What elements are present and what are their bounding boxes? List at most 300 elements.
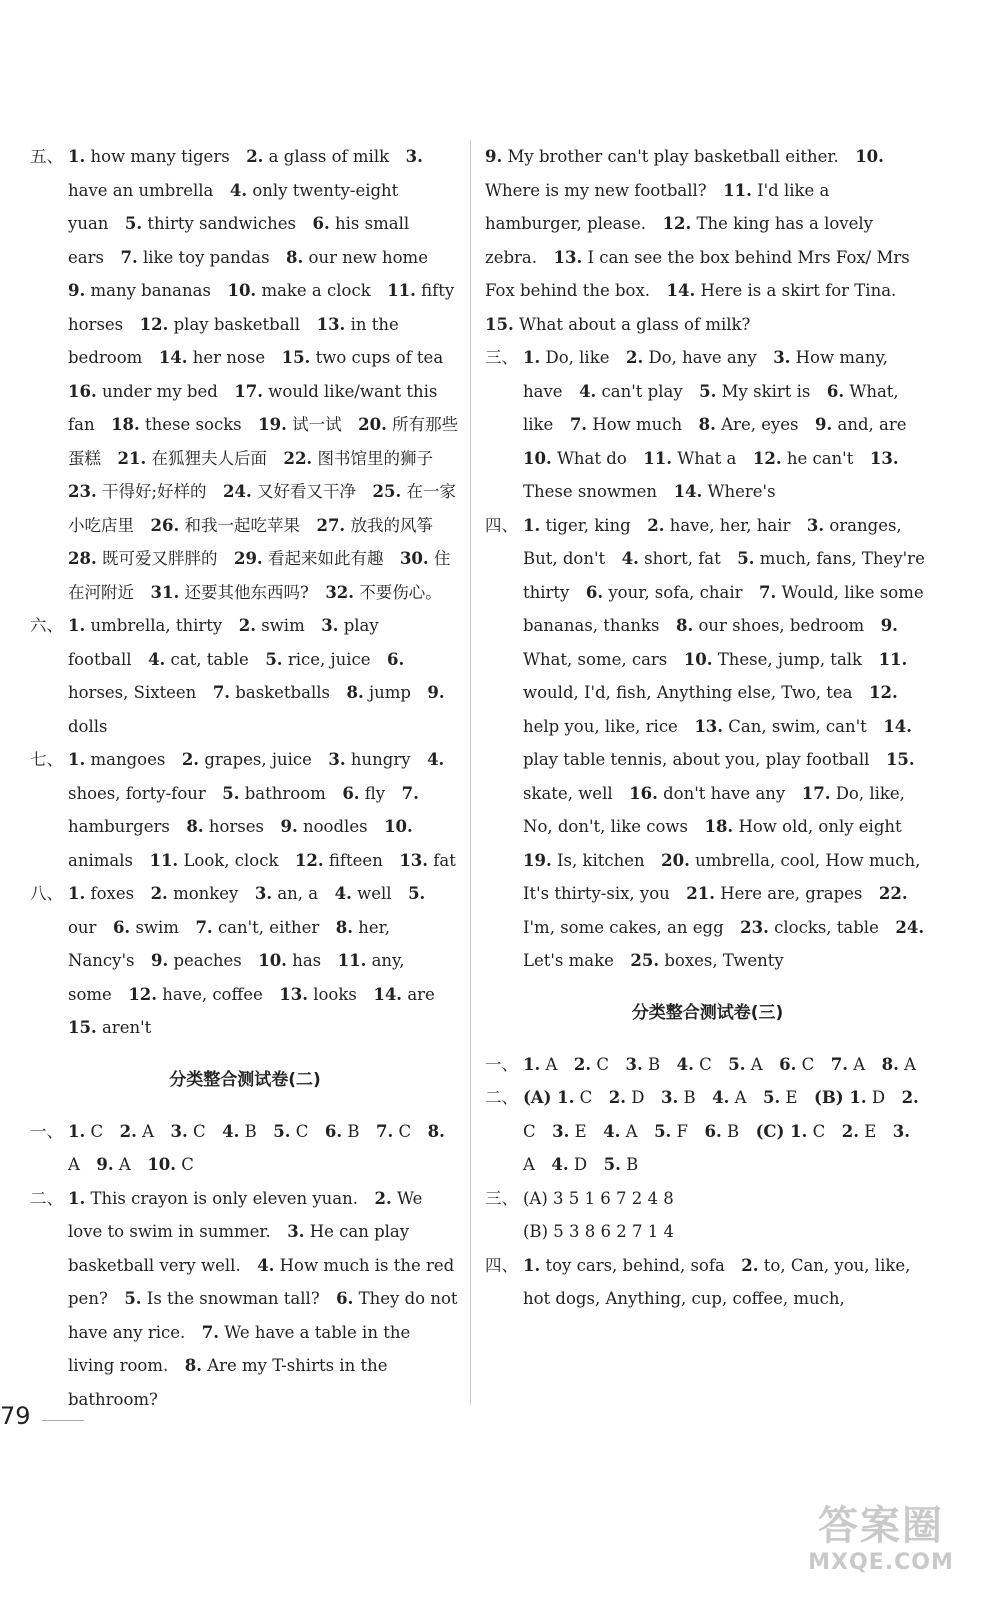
- item-answer: 和我一起吃苹果: [184, 515, 300, 535]
- item-answer: 还要其他东西吗?: [184, 582, 309, 602]
- item-answer: peaches: [173, 951, 242, 970]
- item-answer: only twenty-eight yuan: [68, 180, 399, 233]
- item-answer: has: [292, 951, 322, 970]
- item-number: 1.: [523, 348, 541, 367]
- item-number: 10.: [384, 817, 413, 836]
- item-number: 2.: [150, 884, 168, 903]
- item-number: 3.: [328, 750, 346, 769]
- test2-section-1: [30, 1115, 460, 1182]
- item-number: 15.: [485, 314, 514, 334]
- item-number: 6.: [387, 649, 405, 669]
- item-number: 4.: [551, 1155, 569, 1174]
- item-answer: B: [347, 1121, 360, 1141]
- item-answer: 干得好;好样的: [101, 482, 207, 501]
- item-number: 28.: [68, 549, 97, 568]
- item-answer: My skirt is: [721, 381, 811, 401]
- item-number: 1.: [68, 147, 86, 166]
- test3-section-1: [485, 1048, 930, 1082]
- item-answer: shoes, forty-four: [68, 783, 206, 803]
- watermark-text: 答案圈: [818, 1503, 944, 1549]
- item-answer: his small ears: [68, 214, 410, 267]
- test-heading-2: 分类整合测试卷(二): [169, 1069, 321, 1090]
- item-number: 7.: [212, 683, 231, 702]
- item-answer: under my bed: [101, 381, 218, 401]
- item-number: 1.: [68, 1188, 86, 1208]
- section-label: 一、: [485, 1054, 518, 1074]
- item-answer: an, a: [277, 884, 319, 903]
- item-number: 3.: [806, 515, 825, 535]
- item-answer: These, jump, talk: [717, 649, 863, 669]
- item-number: 7.: [830, 1054, 848, 1074]
- item-answer: E: [785, 1088, 798, 1107]
- item-answer: A: [118, 1155, 131, 1174]
- item-number: 20.: [358, 415, 387, 434]
- item-number: (C) 1.: [755, 1121, 808, 1141]
- item-answer: A: [142, 1121, 155, 1141]
- item-number: 26.: [150, 515, 180, 535]
- item-answer: fat: [433, 850, 456, 870]
- item-number: 17.: [801, 783, 831, 803]
- item-number: 7.: [569, 415, 588, 434]
- section-label: 三、: [485, 1188, 518, 1208]
- item-answer: foxes: [90, 884, 135, 903]
- test2-section-2: [30, 1182, 460, 1417]
- section-label: 七、: [30, 750, 63, 769]
- section-label: 五、: [30, 147, 63, 166]
- item-number: 9.: [68, 281, 86, 300]
- item-number: 12.: [128, 984, 158, 1004]
- item-number: 8.: [346, 683, 364, 702]
- column-divider: [470, 140, 471, 1405]
- item-number: 9.: [150, 951, 169, 970]
- item-answer: much, fans, They're thirty: [523, 549, 925, 602]
- item-number: 2.: [181, 750, 200, 769]
- item-number: 2.: [573, 1054, 592, 1074]
- item-answer: A: [68, 1155, 80, 1174]
- item-number: 3.: [625, 1054, 643, 1074]
- item-number: 7.: [375, 1121, 394, 1141]
- item-number: 9.: [96, 1155, 114, 1174]
- item-number: 24.: [895, 917, 925, 937]
- item-answer: our new home: [308, 247, 428, 267]
- item-answer: How many, have: [523, 348, 888, 401]
- item-number: 14.: [373, 984, 403, 1004]
- item-answer: What do: [556, 448, 627, 468]
- item-answer: don't have any: [663, 783, 786, 803]
- sequence-line: (A) 3 5 1 6 7 2 4 8: [523, 1188, 674, 1208]
- item-answer: I'd like a hamburger, please.: [485, 180, 830, 233]
- item-number: 3.: [405, 147, 423, 166]
- item-answer: 看起来如此有趣: [267, 549, 384, 568]
- item-number: 13.: [399, 850, 429, 870]
- item-answer: our: [68, 917, 97, 937]
- item-number: 4.: [579, 381, 597, 401]
- item-answer: We have a table in the living room.: [68, 1322, 411, 1375]
- section-5: [30, 140, 460, 609]
- item-number: 18.: [704, 817, 734, 836]
- item-number: 23.: [740, 917, 769, 937]
- item-answer: My brother can't play basketball either.: [507, 147, 839, 166]
- item-answer: noodles: [303, 817, 368, 836]
- item-number: 2.: [625, 348, 644, 367]
- item-number: 2.: [246, 147, 264, 166]
- item-number: 27.: [316, 515, 346, 535]
- item-number: 9.: [427, 683, 445, 702]
- item-number: 5.: [124, 1289, 142, 1308]
- item-answer: clocks, table: [774, 917, 879, 937]
- item-answer: Are, eyes: [721, 415, 799, 434]
- item-answer: would, I'd, fish, Anything else, Two, tea: [523, 683, 853, 702]
- item-answer: fifty horses: [68, 281, 455, 334]
- item-answer: bathroom: [244, 783, 326, 803]
- item-number: 5.: [265, 649, 283, 669]
- item-number: 4.: [222, 1121, 240, 1141]
- item-number: 1.: [68, 616, 86, 635]
- item-answer: D: [631, 1088, 645, 1107]
- item-number: 17.: [234, 381, 264, 401]
- item-answer: Let's make: [523, 951, 614, 970]
- item-answer: umbrella, cool, How much, It's thirty-six, you: [523, 850, 921, 903]
- item-number: 23.: [68, 482, 97, 501]
- item-answer: your, sofa, chair: [608, 582, 743, 602]
- item-number: 6.: [779, 1054, 797, 1074]
- item-answer: her nose: [192, 348, 266, 367]
- item-answer: 不要伤心。: [359, 582, 442, 602]
- item-number: 25.: [630, 951, 660, 970]
- item-number: 5.: [737, 549, 755, 568]
- item-number: 7.: [120, 247, 138, 267]
- item-number: 15.: [68, 1018, 97, 1037]
- item-answer: A: [625, 1121, 638, 1141]
- item-answer: C: [699, 1054, 712, 1074]
- item-number: 8.: [335, 917, 353, 937]
- item-answer: What, some, cars: [523, 649, 668, 669]
- item-number: 2.: [901, 1088, 919, 1107]
- item-number: 11.: [387, 281, 416, 300]
- item-number: 12.: [752, 448, 782, 468]
- section-7: [30, 743, 460, 877]
- item-answer: Look, clock: [183, 850, 279, 870]
- item-number: 1.: [523, 1054, 541, 1074]
- item-answer: Do, like, No, don't, like cows: [523, 783, 905, 836]
- item-answer: How much: [592, 415, 683, 434]
- section-label: 六、: [30, 616, 63, 635]
- item-answer: A: [750, 1054, 763, 1074]
- item-number: 4.: [229, 180, 248, 200]
- section-label: 八、: [30, 884, 63, 903]
- item-number: 10.: [683, 649, 713, 669]
- item-answer: like toy pandas: [142, 247, 270, 267]
- item-answer: What a: [677, 448, 737, 468]
- item-number: 14.: [158, 348, 188, 367]
- item-answer: these socks: [145, 415, 242, 434]
- item-number: 5.: [728, 1054, 746, 1074]
- item-answer: a glass of milk: [268, 147, 390, 166]
- item-answer: fly: [364, 783, 386, 803]
- item-answer: B: [648, 1054, 661, 1074]
- item-answer: boxes, Twenty: [664, 951, 784, 970]
- test3-section-2: [485, 1081, 930, 1182]
- item-number: 10.: [147, 1155, 177, 1174]
- item-answer: how many tigers: [90, 147, 230, 166]
- item-answer: many bananas: [90, 281, 211, 300]
- right-column: [485, 140, 930, 1316]
- item-number: 4.: [603, 1121, 621, 1141]
- item-answer: in the bedroom: [68, 314, 399, 367]
- item-answer: Do, like: [545, 348, 610, 367]
- item-number: 10.: [855, 147, 884, 166]
- item-answer: two cups of tea: [315, 348, 444, 367]
- item-number: 22.: [283, 448, 313, 468]
- item-answer: have, her, hair: [669, 515, 791, 535]
- item-number: 1.: [68, 750, 86, 769]
- item-number: 11.: [878, 649, 908, 669]
- item-number: 16.: [68, 381, 97, 401]
- item-number: 2.: [238, 616, 256, 635]
- item-answer: play basketball: [173, 314, 301, 334]
- item-number: 2.: [119, 1121, 137, 1141]
- item-number: 12.: [139, 314, 169, 334]
- item-answer: have, coffee: [162, 984, 263, 1004]
- item-number: 12.: [294, 850, 324, 870]
- item-number: 15.: [885, 750, 915, 769]
- left-column: [30, 140, 460, 1416]
- item-answer: any, some: [68, 951, 405, 1004]
- item-answer: They do not have any rice.: [68, 1289, 458, 1342]
- item-number: 24.: [223, 482, 252, 501]
- item-answer: Would, like some bananas, thanks: [523, 582, 924, 635]
- watermark-url: MXQE.COM: [808, 1550, 954, 1575]
- item-number: 10.: [258, 951, 287, 970]
- item-answer: swim: [135, 917, 179, 937]
- item-answer: would like/want this fan: [68, 381, 438, 434]
- item-answer: hamburgers: [68, 817, 170, 836]
- item-number: 13.: [553, 247, 583, 267]
- item-number: 11.: [337, 951, 367, 970]
- item-number: (A) 1.: [523, 1088, 575, 1107]
- item-number: 21.: [117, 448, 147, 468]
- item-number: 2.: [374, 1188, 392, 1208]
- item-number: 9.: [880, 616, 898, 635]
- item-number: 13.: [869, 448, 899, 468]
- item-answer: 在一家小吃店里: [68, 482, 456, 535]
- item-number: 4.: [621, 549, 639, 568]
- section-label: 四、: [485, 1255, 518, 1275]
- item-answer: umbrella, thirty: [90, 616, 223, 635]
- item-answer: E: [574, 1121, 587, 1141]
- item-answer: grapes, juice: [204, 750, 312, 769]
- item-answer: How old, only eight: [738, 817, 902, 836]
- item-number: 20.: [661, 850, 690, 870]
- item-number: 1.: [68, 884, 86, 903]
- item-answer: make a clock: [261, 281, 371, 300]
- item-answer: swim: [261, 616, 305, 635]
- item-answer: hungry: [350, 750, 411, 769]
- item-answer: he can't: [786, 448, 854, 468]
- item-answer: jump: [368, 683, 411, 702]
- item-answer: I'm, some cakes, an egg: [523, 917, 724, 937]
- item-answer: 既可爱又胖胖的: [101, 549, 218, 568]
- item-answer: play football: [68, 616, 379, 669]
- item-answer: thirty sandwiches: [147, 214, 297, 233]
- item-answer: B: [244, 1121, 257, 1141]
- item-number: 7.: [401, 783, 419, 803]
- item-number: 8.: [184, 1356, 202, 1375]
- item-answer: Where is my new football?: [485, 180, 707, 200]
- item-number: 21.: [686, 884, 715, 903]
- item-number: 15.: [281, 348, 311, 367]
- section-label: 四、: [485, 515, 518, 535]
- item-number: 6.: [336, 1289, 354, 1308]
- item-number: 4.: [712, 1088, 730, 1107]
- item-number: 6.: [704, 1121, 722, 1141]
- item-number: 13.: [316, 314, 346, 334]
- item-number: 25.: [372, 482, 402, 501]
- item-number: 31.: [150, 582, 180, 602]
- item-number: 2.: [741, 1255, 759, 1275]
- item-number: 1.: [68, 1121, 86, 1141]
- item-answer: to, Can, you, like, hot dogs, Anything, cup, coffee, much,: [523, 1255, 911, 1308]
- item-answer: animals: [68, 850, 133, 870]
- item-number: 8.: [675, 616, 694, 635]
- item-answer: F: [676, 1121, 688, 1141]
- item-number: 5.: [124, 214, 143, 233]
- item-number: 9.: [815, 415, 833, 434]
- item-number: 4.: [427, 750, 445, 769]
- test3-section-4: [485, 1249, 930, 1316]
- item-number: 12.: [662, 214, 692, 233]
- section-label: 二、: [485, 1088, 518, 1107]
- item-number: 3.: [170, 1121, 188, 1141]
- item-answer: looks: [313, 984, 357, 1004]
- item-answer: B: [683, 1088, 696, 1107]
- item-answer: basketballs: [235, 683, 330, 702]
- item-answer: 试一试: [292, 415, 342, 434]
- section-8: [30, 877, 460, 1045]
- item-answer: 住在河附近: [68, 549, 451, 602]
- item-answer: 所有那些蛋糕: [68, 415, 459, 468]
- item-number: 30.: [399, 549, 429, 568]
- item-number: 16.: [629, 783, 658, 803]
- section-3: [485, 341, 930, 509]
- item-number: 3.: [892, 1121, 910, 1141]
- section-4: [485, 509, 930, 978]
- item-answer: short, fat: [644, 549, 721, 568]
- item-answer: Here is a skirt for Tina.: [700, 281, 897, 300]
- item-answer: can't play: [601, 381, 683, 401]
- item-answer: C: [193, 1121, 206, 1141]
- page-number: 79: [0, 1402, 31, 1430]
- item-answer: A: [545, 1054, 558, 1074]
- item-number: 8.: [186, 817, 204, 836]
- item-number: 5.: [763, 1088, 781, 1107]
- watermark-logo: [786, 1502, 976, 1582]
- section-label: 三、: [485, 348, 518, 367]
- item-number: (B) 1.: [814, 1088, 867, 1107]
- item-number: 5.: [222, 783, 240, 803]
- item-answer: C: [295, 1121, 309, 1141]
- item-answer: This crayon is only eleven yuan.: [90, 1188, 359, 1208]
- item-answer: are: [407, 984, 435, 1004]
- item-number: 2.: [647, 515, 665, 535]
- item-number: 1.: [523, 515, 541, 535]
- item-answer: He can play basketball very well.: [68, 1222, 410, 1275]
- item-answer: Are my T-shirts in the bathroom?: [68, 1356, 388, 1409]
- item-number: 5.: [654, 1121, 672, 1141]
- item-number: 6.: [585, 582, 604, 602]
- item-answer: Is, kitchen: [556, 850, 645, 870]
- section-label: 二、: [30, 1188, 63, 1208]
- item-number: 18.: [111, 415, 140, 434]
- page-number-rule: [42, 1420, 84, 1421]
- item-number: 10.: [523, 448, 552, 468]
- item-answer: E: [864, 1121, 877, 1141]
- item-answer: A: [523, 1155, 535, 1174]
- item-answer: have an umbrella: [68, 180, 214, 200]
- item-answer: C: [523, 1121, 536, 1141]
- item-number: 2.: [841, 1121, 859, 1141]
- item-answer: C: [90, 1121, 104, 1141]
- item-number: 13.: [279, 984, 308, 1004]
- item-number: 7.: [195, 917, 213, 937]
- item-answer: A: [734, 1088, 747, 1107]
- item-answer: Is the snowman tall?: [146, 1289, 320, 1308]
- item-number: 22.: [878, 884, 908, 903]
- item-answer: help you, like, rice: [523, 716, 678, 736]
- item-answer: C: [812, 1121, 826, 1141]
- item-answer: skate, well: [523, 783, 613, 803]
- item-answer: 又好看又干净: [257, 482, 356, 501]
- item-number: 3.: [773, 348, 791, 367]
- test-heading-3: 分类整合测试卷(三): [631, 1002, 784, 1023]
- item-answer: play table tennis, about you, play football: [523, 750, 870, 769]
- item-answer: mangoes: [90, 750, 166, 769]
- item-number: 11.: [643, 448, 672, 468]
- item-number: 11.: [149, 850, 179, 870]
- sequence-line: (B) 5 3 8 6 2 7 1 4: [523, 1222, 674, 1241]
- item-number: 6.: [324, 1121, 343, 1141]
- item-number: 8.: [427, 1121, 445, 1141]
- item-number: 13.: [694, 716, 724, 736]
- item-answer: our shoes, bedroom: [698, 616, 865, 635]
- item-number: 8.: [881, 1054, 899, 1074]
- item-answer: dolls: [68, 716, 108, 736]
- item-answer: toy cars, behind, sofa: [545, 1255, 725, 1275]
- item-answer: How much is the red pen?: [68, 1255, 455, 1308]
- item-answer: horses: [208, 817, 265, 836]
- item-answer: Where's: [707, 482, 776, 501]
- section-2-continued: [485, 140, 930, 341]
- item-number: 7.: [759, 582, 777, 602]
- item-answer: These snowmen: [523, 482, 658, 501]
- item-number: 9.: [280, 817, 298, 836]
- item-answer: The king has a lovely zebra.: [485, 214, 873, 267]
- item-answer: B: [726, 1121, 740, 1141]
- item-number: 12.: [869, 683, 898, 702]
- item-answer: fifteen: [328, 850, 383, 870]
- item-answer: oranges, But, don't: [523, 515, 902, 568]
- item-number: 6.: [826, 381, 845, 401]
- item-answer: and, are: [837, 415, 907, 434]
- item-number: 4.: [257, 1255, 275, 1275]
- item-answer: D: [871, 1088, 886, 1107]
- item-answer: Here are, grapes: [720, 884, 863, 903]
- section-label: 一、: [30, 1121, 63, 1141]
- item-number: 4.: [148, 649, 166, 669]
- item-number: 9.: [485, 147, 503, 166]
- item-answer: A: [904, 1054, 917, 1074]
- item-answer: well: [357, 884, 392, 903]
